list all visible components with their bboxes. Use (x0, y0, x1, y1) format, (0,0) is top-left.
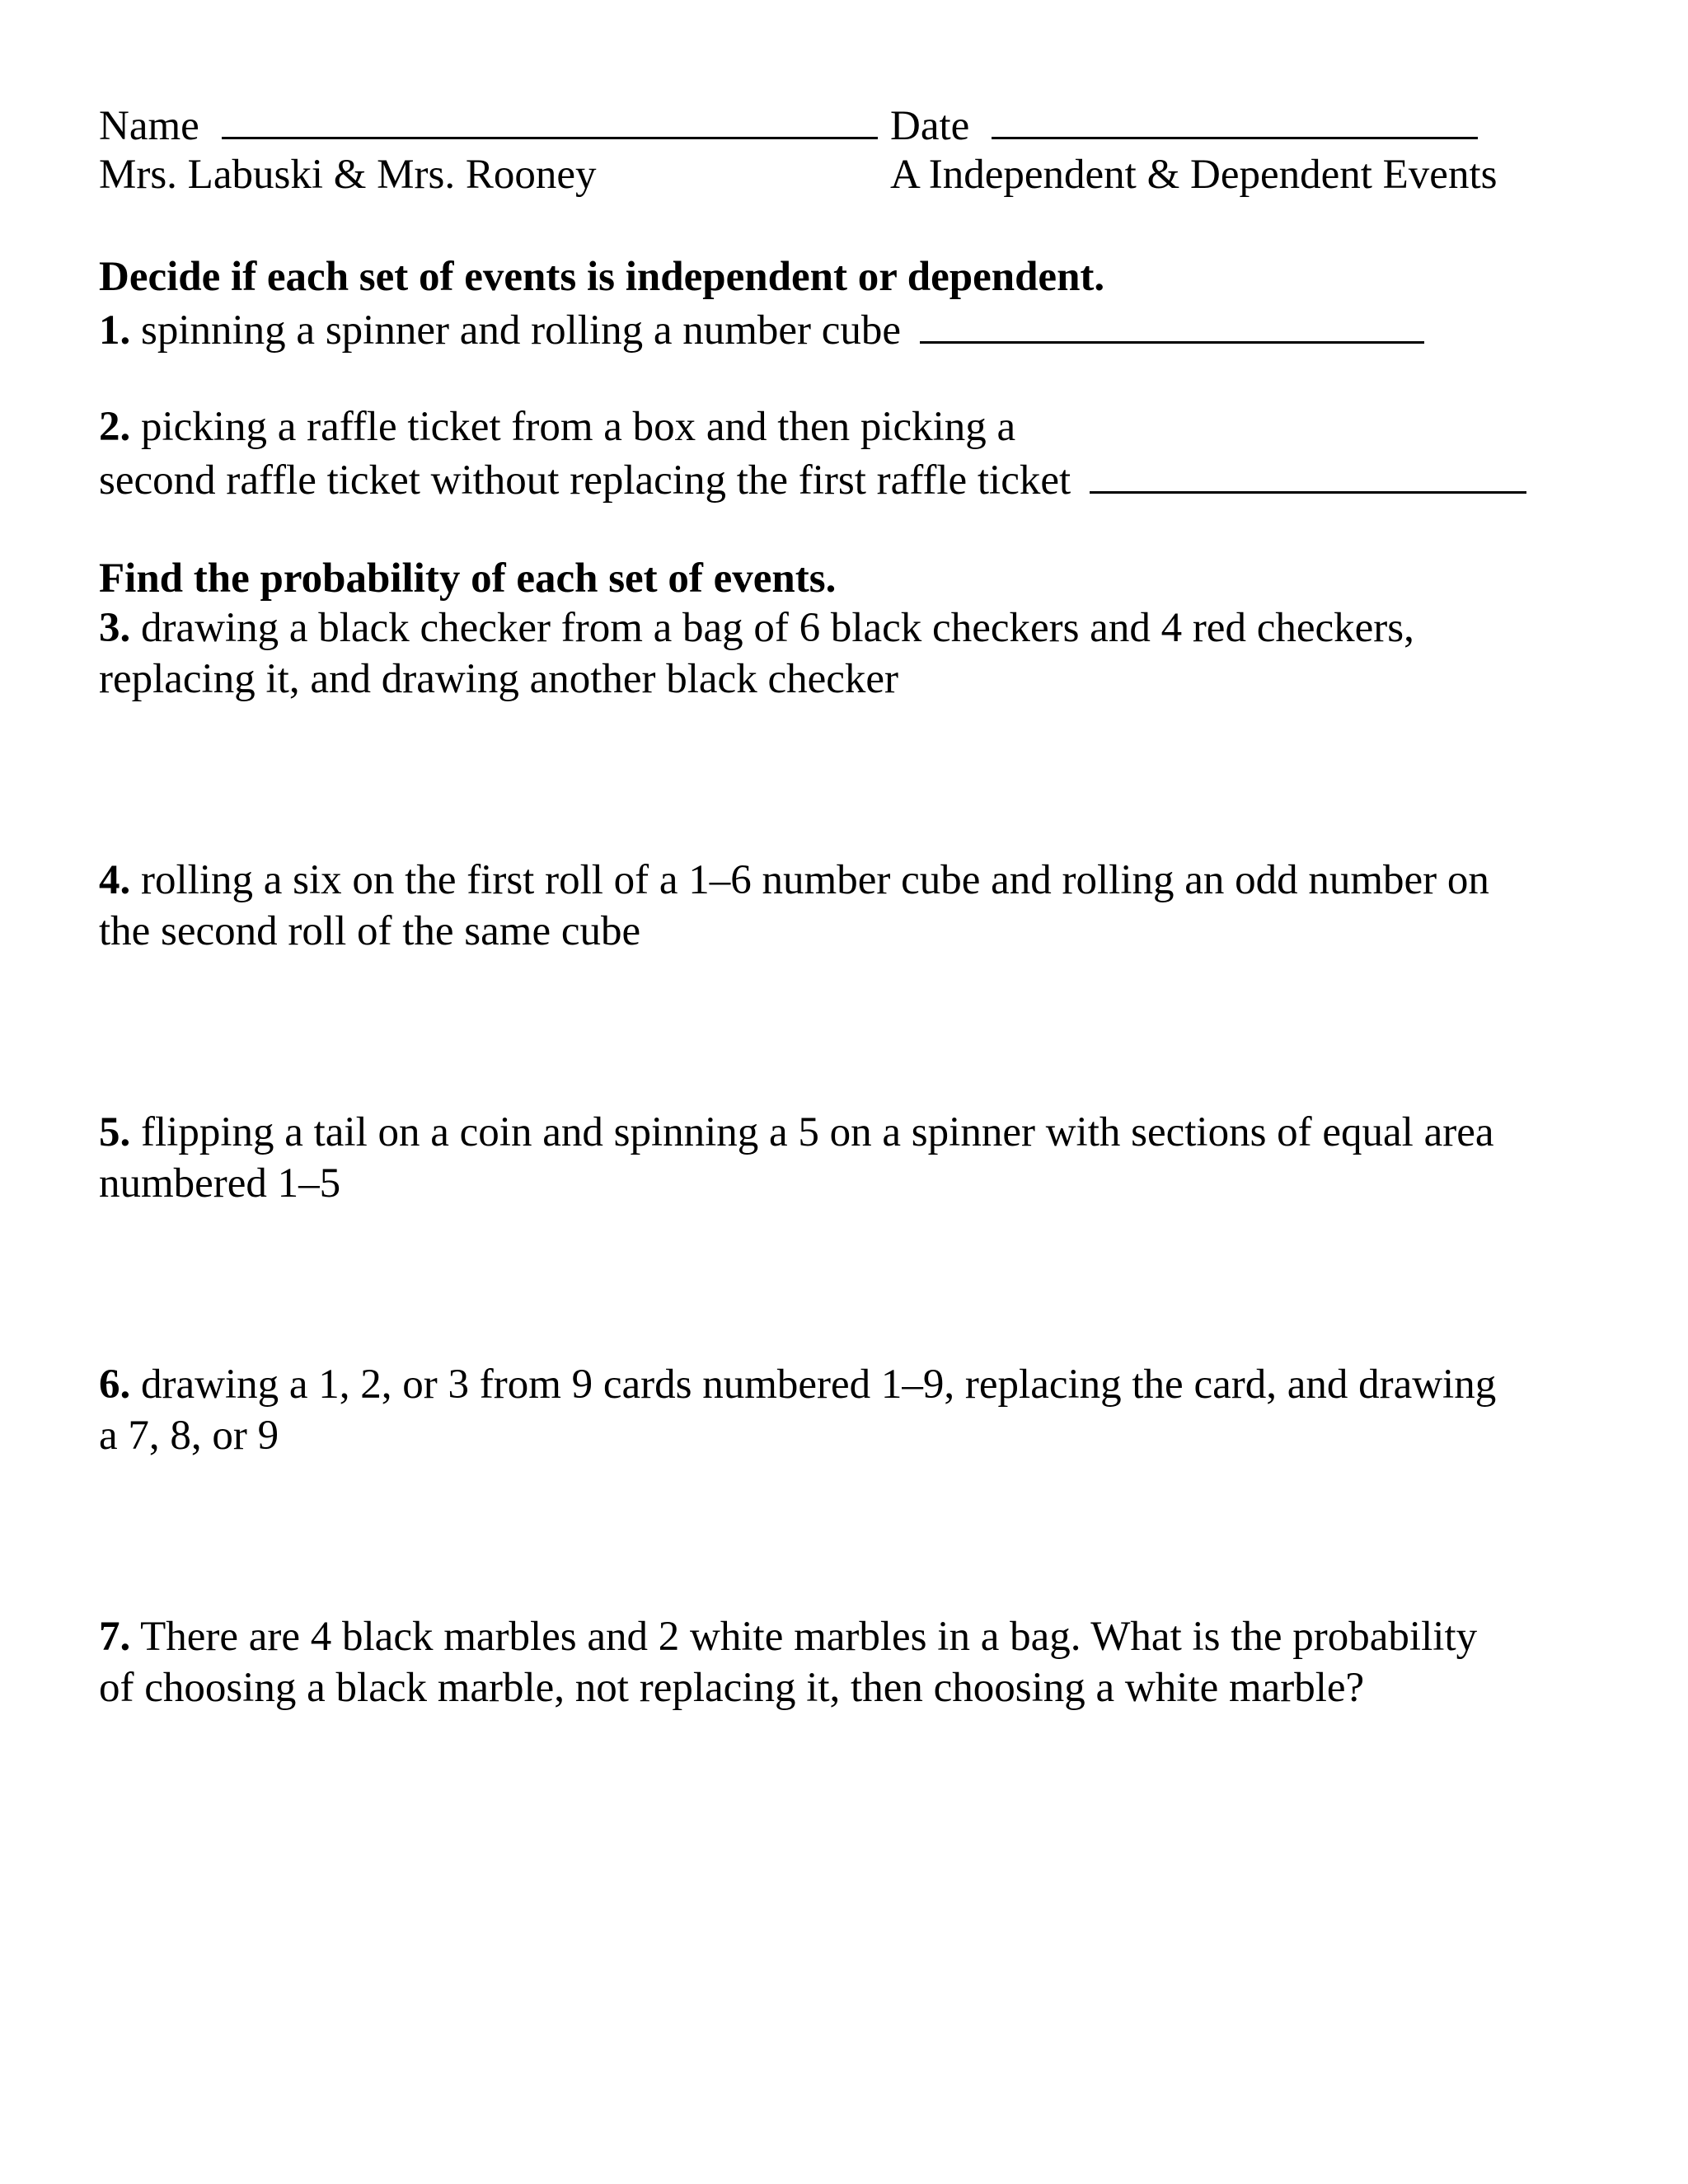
question-7-line-2: of choosing a black marble, not replacing it, then choosing a white marble? (99, 1665, 1365, 1711)
question-5-line-2: numbered 1–5 (99, 1160, 341, 1207)
question-4-line-2: the second roll of the same cube (99, 908, 641, 954)
date-blank[interactable] (992, 99, 1478, 139)
question-6-line-2: a 7, 8, or 9 (99, 1413, 279, 1459)
question-1 (99, 303, 1424, 356)
question-6-line-1 (99, 1360, 1496, 1410)
question-text: second raffle ticket without replacing the first raffle ticket (99, 457, 1071, 504)
name-blank[interactable] (222, 99, 878, 139)
date-label: Date (890, 103, 970, 149)
name-field-row (99, 99, 878, 152)
section2-instruction: Find the probability of each set of events. (99, 555, 837, 602)
answer-blank-2[interactable] (1090, 453, 1526, 494)
question-2-line-2 (99, 453, 1526, 506)
question-3-line-2: replacing it, and drawing another black checker (99, 656, 898, 702)
question-text: drawing a black checker from a bag of 6 black checkers and 4 red checkers, (141, 605, 1414, 651)
question-number: 3. (99, 605, 131, 651)
answer-blank-1[interactable] (920, 303, 1424, 344)
question-5-line-1 (99, 1108, 1494, 1158)
date-field-row (890, 99, 1478, 152)
question-3-line-1 (99, 603, 1414, 654)
question-text: drawing a 1, 2, or 3 from 9 cards numbered 1–9, replacing the card, and drawing (141, 1361, 1497, 1408)
question-4-line-1 (99, 855, 1489, 906)
worksheet-title: A Independent & Dependent Events (890, 152, 1498, 198)
question-text: picking a raffle ticket from a box and then picking a (141, 404, 1016, 450)
question-number: 4. (99, 857, 131, 903)
question-number: 2. (99, 404, 131, 450)
question-number: 5. (99, 1109, 131, 1155)
question-text: rolling a six on the first roll of a 1–6 number cube and rolling an odd number on (141, 857, 1489, 903)
teacher-names: Mrs. Labuski & Mrs. Rooney (99, 152, 597, 198)
question-text: spinning a spinner and rolling a number cube (141, 307, 902, 354)
question-7-line-1 (99, 1612, 1477, 1662)
question-2-line-1 (99, 402, 1015, 452)
name-label: Name (99, 103, 199, 149)
question-number: 6. (99, 1361, 131, 1408)
question-number: 7. (99, 1614, 131, 1660)
question-number: 1. (99, 307, 131, 354)
question-text: There are 4 black marbles and 2 white marbles in a bag. What is the probability (140, 1614, 1478, 1660)
question-text: flipping a tail on a coin and spinning a 5 on a spinner with sections of equal area (141, 1109, 1494, 1155)
section1-instruction: Decide if each set of events is independent or dependent. (99, 254, 1105, 300)
